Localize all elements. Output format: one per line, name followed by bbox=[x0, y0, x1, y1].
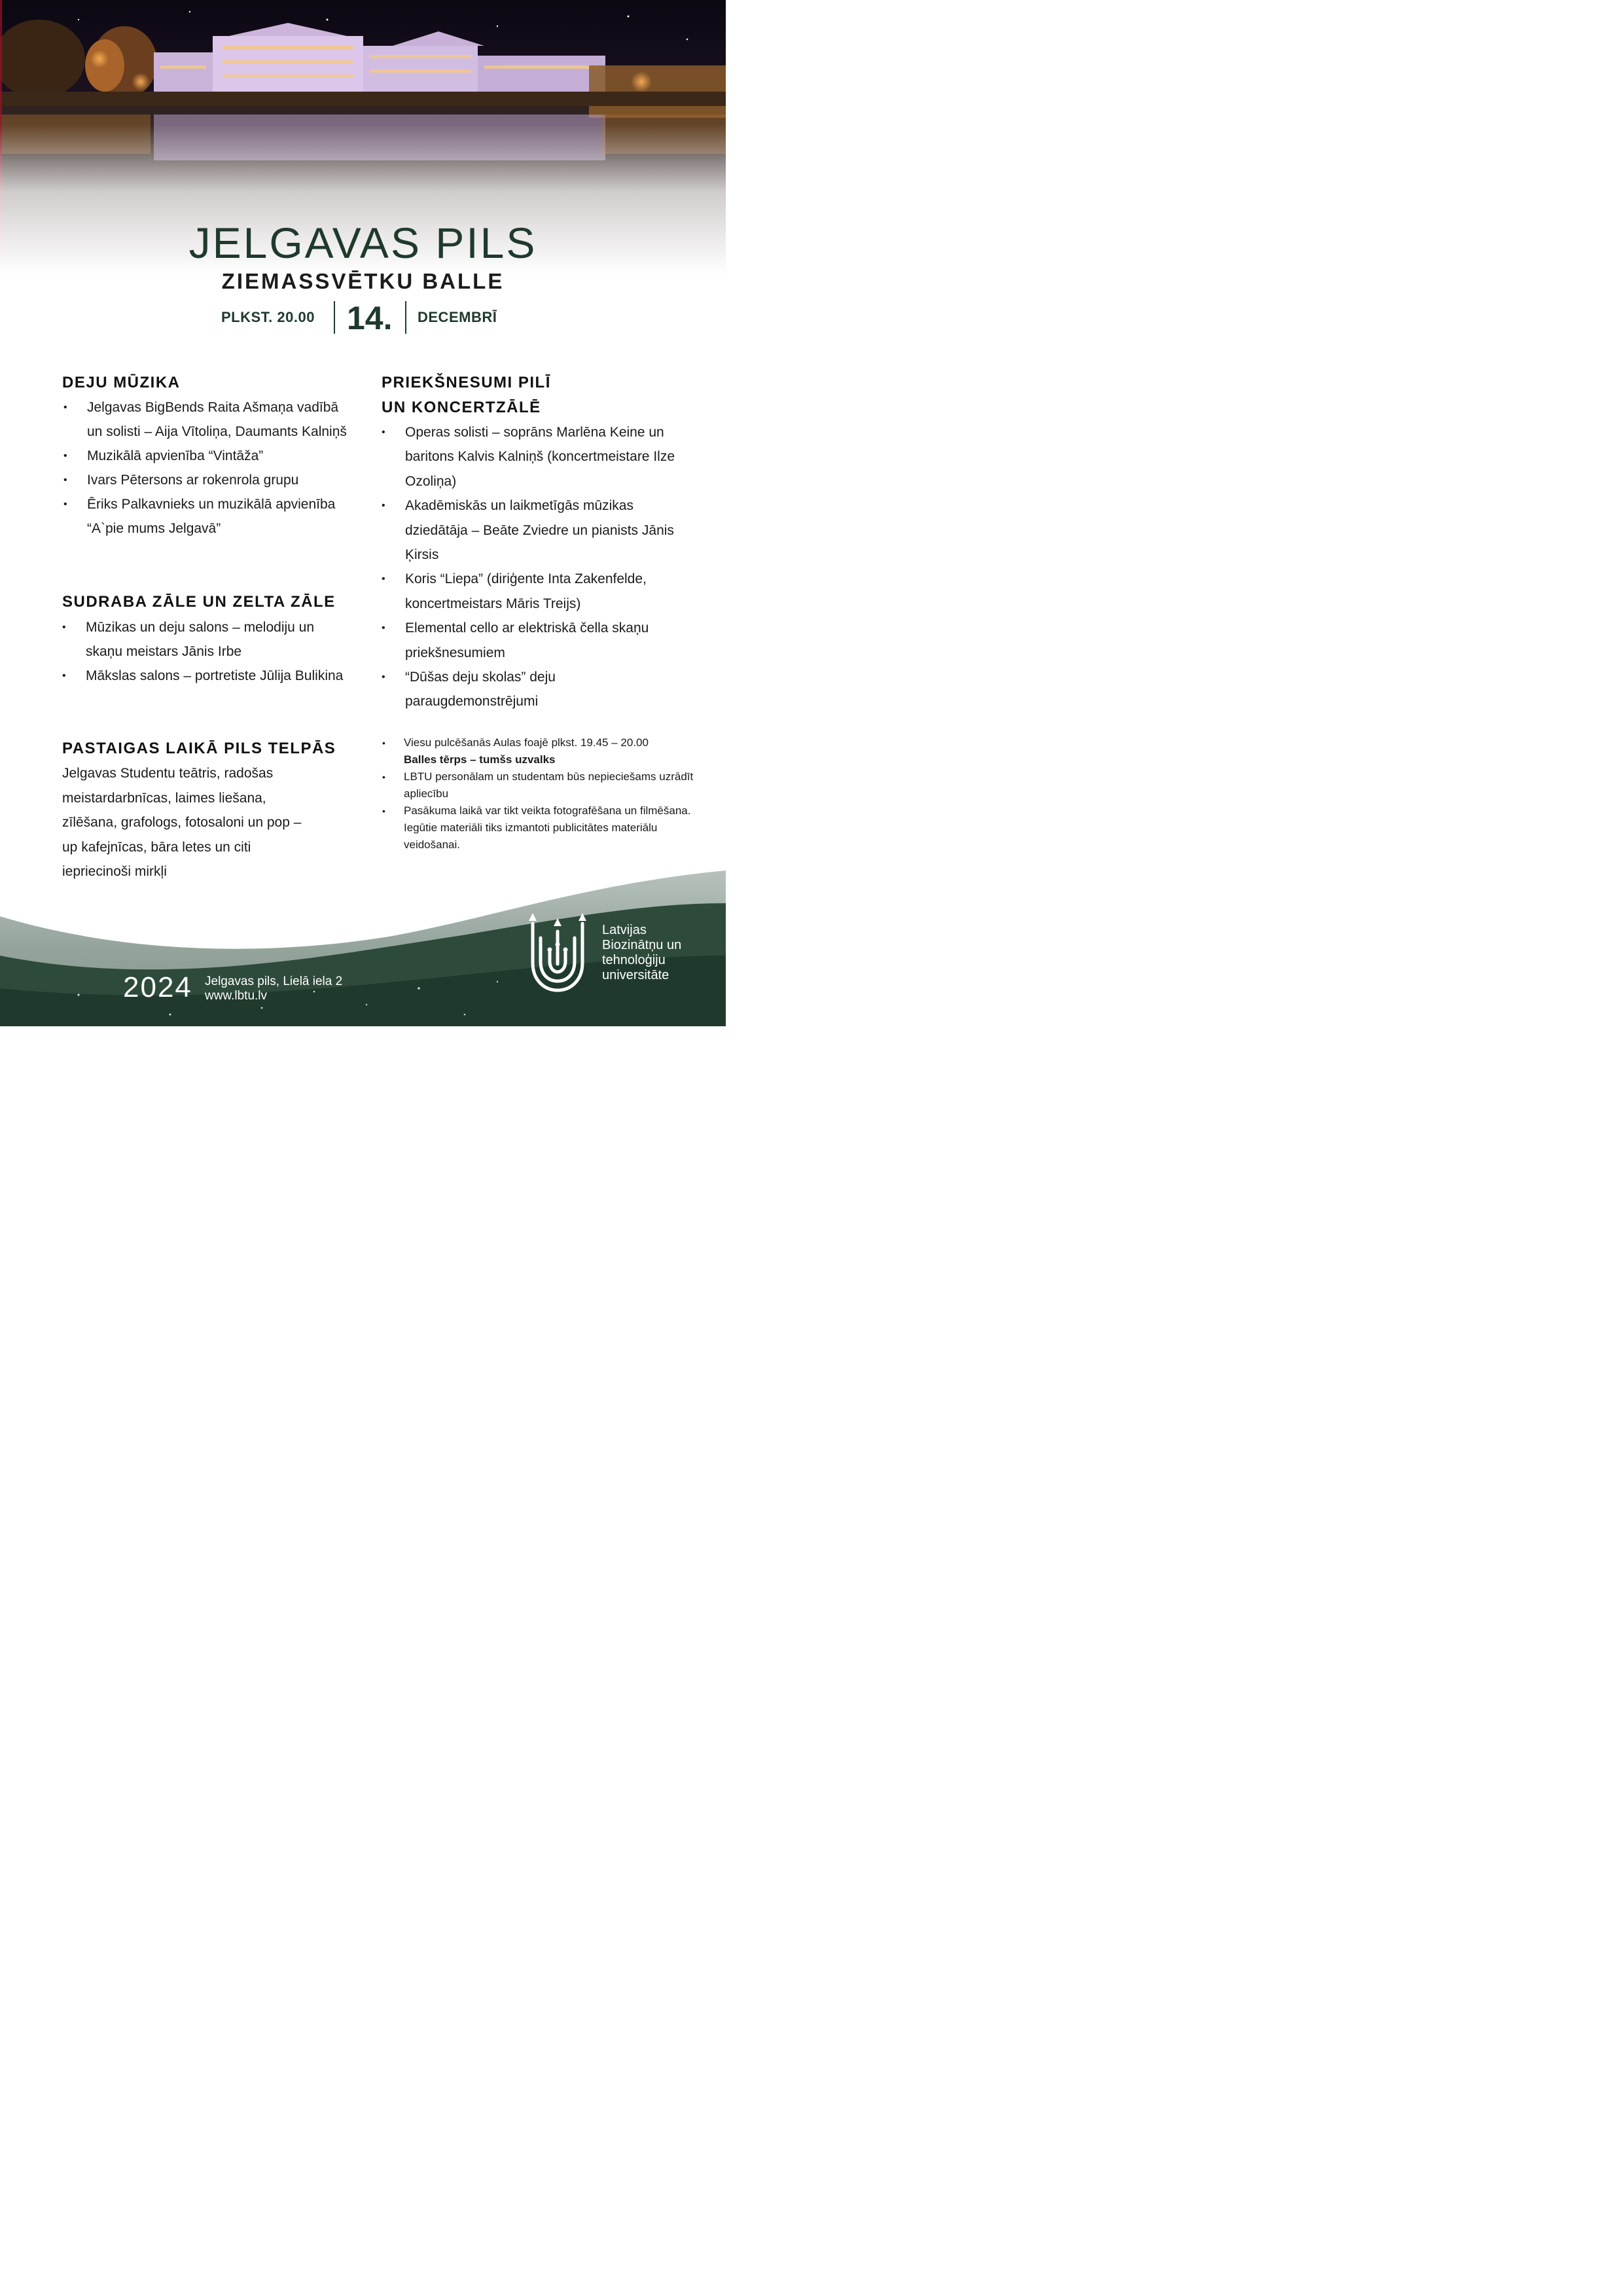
list-item: • Mūzikas un deju salons – melodiju un skaņu meistars Jānis Irbe bbox=[62, 615, 350, 664]
university-line3: tehnoloģiju bbox=[602, 953, 666, 967]
list-item: • Viesu pulcēšanās Aulas foajē plkst. 19.45 – 20.00 bbox=[382, 734, 703, 751]
walks-heading: PASTAIGAS LAIKĀ PILS TELPĀS bbox=[62, 740, 336, 757]
event-subtitle: ZIEMASSVĒTKU BALLE bbox=[221, 269, 505, 293]
list-item: • Jelgavas BigBends Raita Ašmaņa vadībā un solisti – Aija Vītoliņa, Daumants Kalniņš bbox=[63, 395, 351, 444]
lbtu-logo bbox=[524, 912, 592, 1003]
halls-heading: SUDRABA ZĀLE UN ZELTA ZĀLE bbox=[62, 593, 336, 611]
event-address bbox=[205, 975, 342, 1003]
list-item: • Muzikālā apvienība “Vintāža” bbox=[63, 444, 351, 468]
list-item: • Operas solisti – soprāns Marlēna Keine un baritons Kalvis Kalniņš (koncertmeistare Ilze Ozoliņa) bbox=[382, 420, 689, 493]
list-item: • Koris “Liepa” (diriģente Inta Zakenfelde, koncertmeistars Māris Treijs) bbox=[382, 567, 689, 616]
website-link[interactable]: www.lbtu.lv bbox=[205, 989, 268, 1003]
list-item: • Ēriks Palkavnieks un muzikālā apvienība “A`pie mums Jelgavā” bbox=[63, 492, 351, 541]
event-year: 2024 bbox=[123, 971, 192, 1003]
list-item: • Pasākuma laikā var tikt veikta fotografēšana un filmēšana. Iegūtie materiāli tiks izmantoti publicitātes materiālu veidošanai. bbox=[382, 802, 703, 853]
event-month: DECEMBRĪ bbox=[418, 309, 497, 325]
list-item: • LBTU personālam un studentam būs nepieciešams uzrādīt apliecību bbox=[382, 768, 703, 802]
university-line2: Biozinātņu un bbox=[602, 938, 682, 952]
divider bbox=[405, 301, 406, 334]
list-item: • Akadēmiskās un laikmetīgās mūzikas dziedātāja – Beāte Zviedre un pianists Jānis Ķirsis bbox=[382, 493, 689, 567]
event-day: 14. bbox=[347, 300, 393, 336]
date-line bbox=[0, 300, 726, 335]
list-item: Balles tērps – tumšs uzvalks bbox=[404, 753, 556, 766]
event-title: JELGAVAS PILS bbox=[188, 219, 537, 267]
university-line4: universitāte bbox=[602, 968, 669, 982]
dance-music-list bbox=[63, 395, 351, 541]
halls-list bbox=[62, 615, 350, 688]
performances-heading bbox=[382, 370, 551, 420]
event-time: PLKST. 20.00 bbox=[221, 309, 315, 325]
list-item: • Mākslas salons – portretiste Jūlija Bulikina bbox=[62, 664, 350, 688]
address-text: Jelgavas pils, Lielā iela 2 bbox=[205, 975, 343, 988]
dance-music-heading: DEJU MŪZIKA bbox=[62, 374, 181, 391]
walks-text: Jelgavas Studentu teātris, radošas meistardarbnīcas, laimes liešana, zīlēšana, grafologs, fotosaloni un pop – up kafejnīcas, bāra letes un citi iepriecinoši mirkļi bbox=[62, 766, 302, 879]
list-item: • Elemental cello ar elektriskā čella skaņu priekšnesumiem bbox=[382, 616, 689, 665]
university-line1: Latvijas bbox=[602, 923, 647, 937]
list-item: • “Dūšas deju skolas” deju paraugdemonstrējumi bbox=[382, 665, 689, 714]
divider bbox=[334, 301, 335, 334]
performances-list bbox=[382, 420, 689, 714]
performances-heading-line1: PRIEKŠNESUMI PILĪ bbox=[382, 374, 551, 391]
performances-heading-line2: UN KONCERTZĀLĒ bbox=[382, 399, 541, 416]
list-item: • Ivars Pētersons ar rokenrola grupu bbox=[63, 468, 351, 492]
university-name bbox=[602, 923, 681, 983]
info-notes bbox=[382, 734, 703, 853]
